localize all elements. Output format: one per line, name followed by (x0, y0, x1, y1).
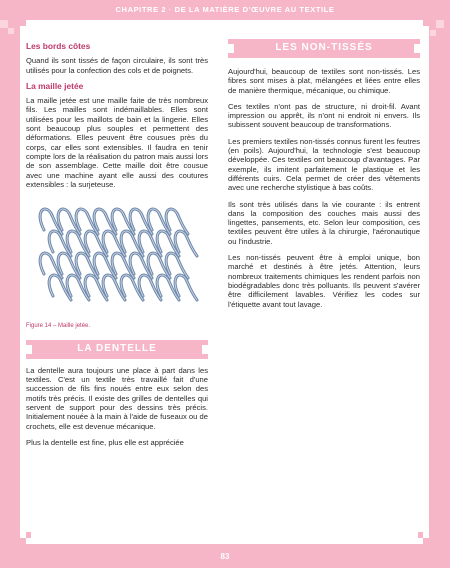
pixel-decoration (0, 20, 8, 28)
section-heading-maille-jetee: La maille jetée (26, 80, 84, 91)
right-column (228, 39, 420, 316)
pixel-decoration (430, 30, 436, 36)
page-number: 83 (220, 552, 230, 561)
knit-illustration (26, 198, 208, 318)
left-column (26, 42, 208, 454)
paragraph: La dentelle aura toujours une place à part dans les textiles. C'est un textile très travaillé fait d'une succession de fils fins noués entre eux selon des motifs très précis. Il existe des grilles de dentelles qui servent de support pour des dessins très précis. Initialement nouée à la main à l'aide de fuseaux ou de crochets, elle est devenue mécanique. (26, 365, 208, 431)
section-banner-non-tisses (228, 39, 420, 58)
pixel-decoration (26, 532, 31, 538)
paragraph: Aujourd'hui, beaucoup de textiles sont non-tissés. Les fibres sont mises à plat, mélangées et liées entre elles de manière thermique, mécanique, ou chimique. (228, 67, 420, 95)
pixel-decoration (423, 20, 429, 26)
figure-caption: Figure 14 – Maille jetée. (26, 323, 91, 330)
paragraph: Ces textiles n'ont pas de structure, ni droit-fil. Avant impression ou apprêt, ils n'ont ni endroit ni envers. Ils subissent souvent beaucoup de transformations. (228, 101, 420, 130)
section-heading-bords-cotes: Les bords côtes (26, 41, 91, 51)
paragraph: Quand ils sont tissés de façon circulaire, ils sont très utilisés pour la confection des cols et de poignets. (26, 56, 208, 75)
paragraph: La maille jetée est une maille faite de très nombreux fils. Les mailles sont indémaillables. Elles sont utilisées pour les maillots de bain et la lingerie. Elles sont beaucoup plus souples et permettent des déformations. Elles peuvent être cousues près du corps, car elles sont extensibles. Il faudra en tenir compte lors de la réalisation du patron mais aussi lors de son assemblage. Cette maille doit être cousue avec une machine ayant elle aussi des coutures extensibles : la surjeteuse. (26, 96, 208, 189)
pixel-decoration (418, 532, 423, 538)
banner-title: LES NON-TISSÉS (275, 42, 373, 53)
pixel-decoration (8, 28, 14, 34)
pixel-decoration (423, 538, 429, 544)
content-panel (20, 20, 429, 544)
chapter-header: CHAPITRE 2 · DE LA MATIÈRE D'ŒUVRE AU TEXTILE (115, 5, 335, 14)
paragraph: Les non-tissés peuvent être à emploi unique, bon marché et destinés à être jetés. Attention, leurs nombreux traitements chimiques les rendent parfois non biodégradables donc très polluants. Ils peuvent s'avérer être difficilement lavables. Vérifiez les codes sur l'étiquette avant tout lavage. (228, 253, 420, 309)
banner-title: LA DENTELLE (77, 342, 157, 354)
pixel-decoration (20, 538, 26, 544)
pixel-decoration (20, 20, 26, 26)
paragraph: Les premiers textiles non-tissés connus furent les feutres (en poils). Aujourd'hui, la technologie s'est beaucoup développée. Ces textiles ont beaucoup d'avantages. Par exemple, ils imitent parfaitement le plastique et les différents cuirs. Cela permet de créer des vêtements avec une recherche stylistique à bas coûts. (228, 136, 420, 193)
paragraph: Plus la dentelle est fine, plus elle est appréciée (26, 437, 184, 447)
paragraph: Ils sont très utilisés dans la vie courante : ils entrent dans la composition des couches mais aussi des lingettes, pansements, etc. Selon leur composition, ces textiles peuvent être utiles à la chirurgie, l'aéronautique ou l'industrie. (228, 199, 420, 246)
section-banner-dentelle (26, 340, 208, 359)
pixel-decoration (436, 20, 444, 28)
